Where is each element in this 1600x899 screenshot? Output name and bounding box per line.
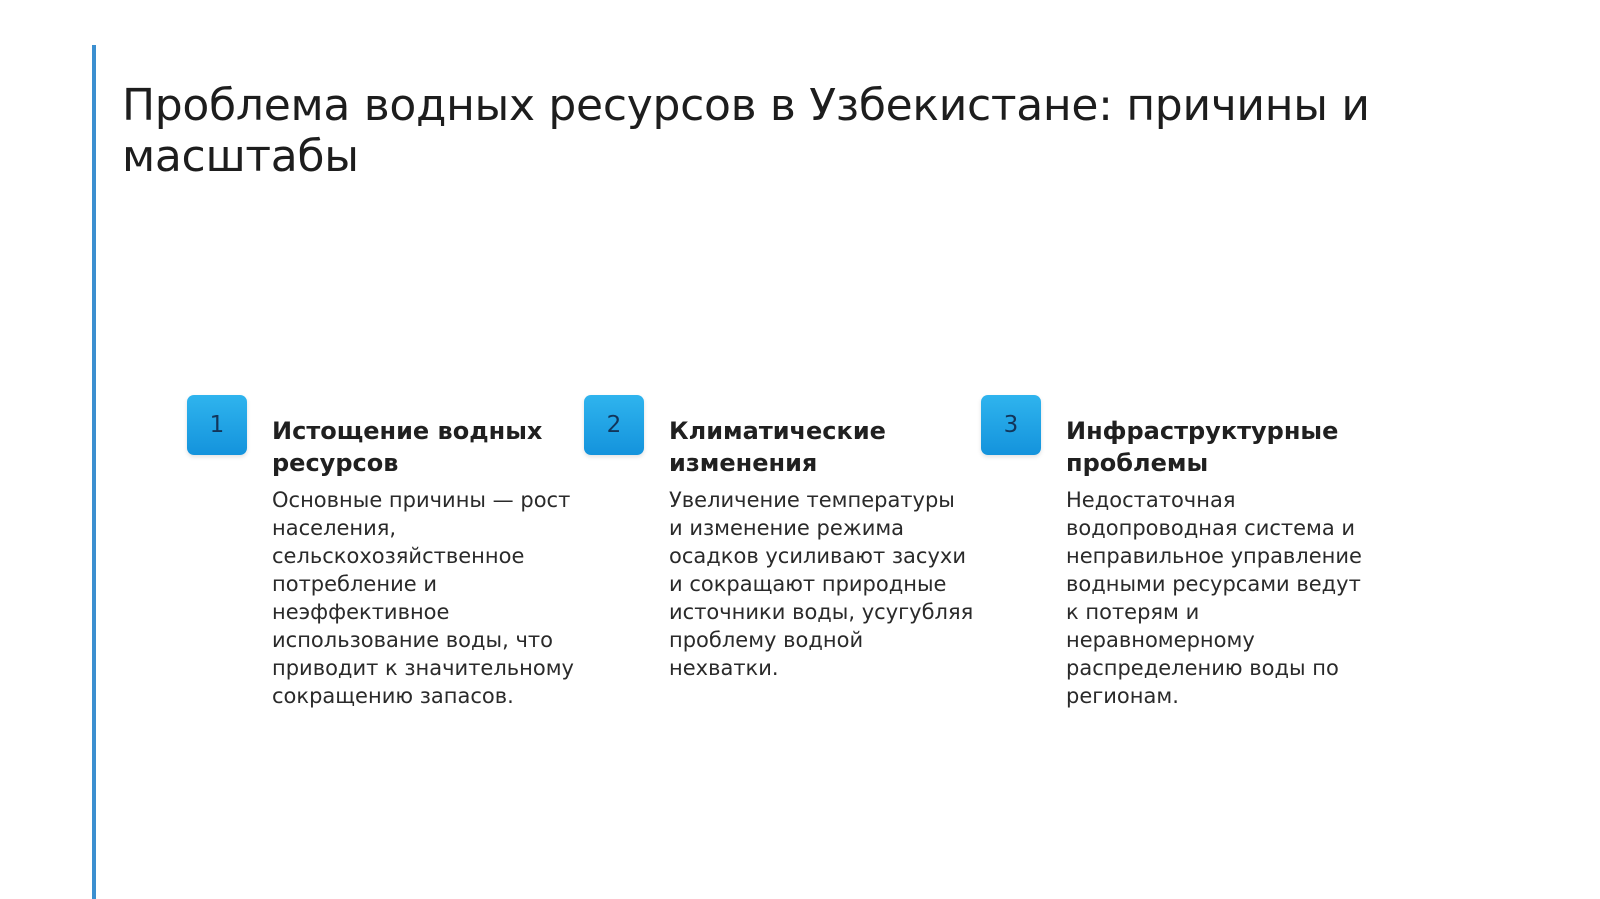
card-climate: [584, 395, 974, 735]
card-depletion: [187, 395, 577, 735]
number-badge: 3: [981, 395, 1041, 455]
number-badge: 2: [584, 395, 644, 455]
accent-line: [92, 45, 96, 899]
card-description: Основные причины — рост населения, сельскохозяйственное потребление и неэффективное использование воды, что приводит к значительному сокращению запасов.: [272, 488, 574, 708]
card-title: Истощение водных ресурсов: [272, 417, 543, 477]
card-infrastructure: [981, 395, 1371, 735]
card-title: Климатические изменения: [669, 417, 886, 477]
card-title: Инфраструктурные проблемы: [1066, 417, 1339, 477]
cards-row: [187, 395, 1427, 735]
number-badge: 1: [187, 395, 247, 455]
card-description: Увеличение температуры и изменение режима осадков усиливают засухи и сокращают природные источники воды, усугубляя проблему водной нехватки.: [669, 488, 974, 680]
card-description: Недостаточная водопроводная система и неправильное управление водными ресурсами ведут к потерям и неравномерному распределению воды по регионам.: [1066, 488, 1362, 708]
slide-title: Проблема водных ресурсов в Узбекистане: причины и масштабы: [122, 80, 1370, 182]
